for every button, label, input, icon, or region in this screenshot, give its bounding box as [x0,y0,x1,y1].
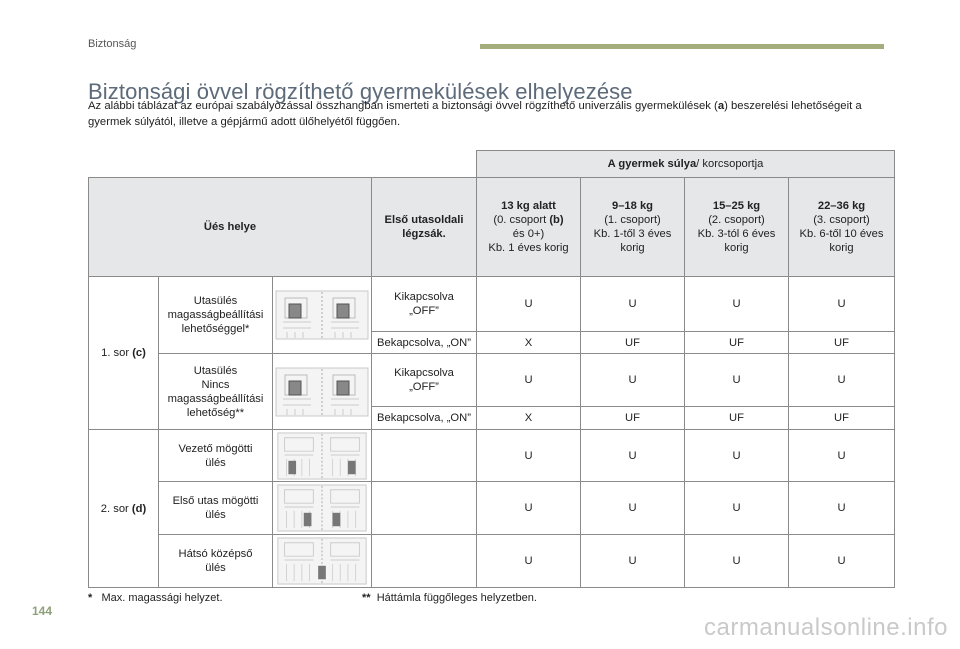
value-cell: U [685,277,789,332]
value-cell: X [477,407,581,430]
section-label: Biztonság [88,38,137,50]
seat-label-behind-passenger: Első utas mögötti ülés [159,482,273,535]
group-header-1: 9–18 kg (1. csoport) Kb. 1-től 3 éves korig [581,178,685,277]
row-label-1: 1. sor (c) [89,277,159,430]
value-cell: UF [685,332,789,354]
seat-diagram-icon [273,354,372,430]
row-label-2: 2. sor (d) [89,430,159,588]
seat-label-rear-center: Hátsó középső ülés [159,535,273,588]
value-cell: X [477,332,581,354]
value-cell: U [789,535,895,588]
value-cell: UF [581,332,685,354]
group-header-0: 13 kg alatt (0. csoport (b) és 0+) Kb. 1 éves korig [477,178,581,277]
value-cell: UF [789,407,895,430]
airbag-on-label: Bekapcsolva, „ON” [372,407,477,430]
value-cell: U [581,535,685,588]
value-cell: U [789,482,895,535]
footnote-2: ** Háttámla függőleges helyzetben. [362,592,537,604]
value-cell: U [581,277,685,332]
airbag-off-label: Kikapcsolva „OFF” [372,277,477,332]
group-header-2: 15–25 kg (2. csoport) Kb. 3-tól 6 éves korig [685,178,789,277]
seat-position-header: Üés helye [89,178,372,277]
value-cell: U [477,482,581,535]
intro-paragraph: Az alábbi táblázat az európai szabályozással összhangban ismerteti a biztonsági övvel rögzíthető univerzális gyermekülések (a) beszerelési lehetőségeit a gyermek súlyától, illetve a gépjármű adott ülőhelyétől függően. [88,100,862,128]
value-cell: U [581,430,685,482]
seat-label-passenger-no-height-adjust: Utasülés Nincs magasságbeállítási lehetőség** [159,354,273,430]
seat-diagram-icon [273,535,372,588]
weight-header: A gyermek súlya/ korcsoportja [477,151,895,178]
value-cell: U [789,430,895,482]
airbag-off-label: Kikapcsolva „OFF” [372,354,477,407]
value-cell: U [477,535,581,588]
watermark[interactable]: carmanualsonline.info [704,614,948,641]
value-cell: UF [581,407,685,430]
value-cell: U [477,354,581,407]
value-cell: U [685,354,789,407]
child-seat-table [88,150,895,588]
page-number: 144 [32,604,53,618]
value-cell: U [581,354,685,407]
value-cell: U [685,535,789,588]
airbag-on-label: Bekapcsolva, „ON” [372,332,477,354]
seat-label-passenger-height-adjust: Utasülés magasságbeállítási lehetőséggel* [159,277,273,354]
group-header-3: 22–36 kg (3. csoport) Kb. 6-től 10 éves korig [789,178,895,277]
value-cell: UF [789,332,895,354]
value-cell: U [789,277,895,332]
section-rule [480,44,884,49]
value-cell: UF [685,407,789,430]
seat-diagram-icon [273,430,372,482]
seat-label-behind-driver: Vezető mögötti ülés [159,430,273,482]
value-cell: U [685,430,789,482]
value-cell: U [581,482,685,535]
value-cell: U [789,354,895,407]
value-cell: U [477,430,581,482]
value-cell: U [685,482,789,535]
footnote-1: * Max. magassági helyzet. [88,592,223,604]
seat-diagram-icon [273,277,372,354]
value-cell: U [477,277,581,332]
airbag-header: Első utasoldali légzsák. [372,178,477,277]
seat-diagram-icon [273,482,372,535]
page-title: Biztonsági övvel rögzíthető gyermekülések elhelyezése [88,78,633,104]
